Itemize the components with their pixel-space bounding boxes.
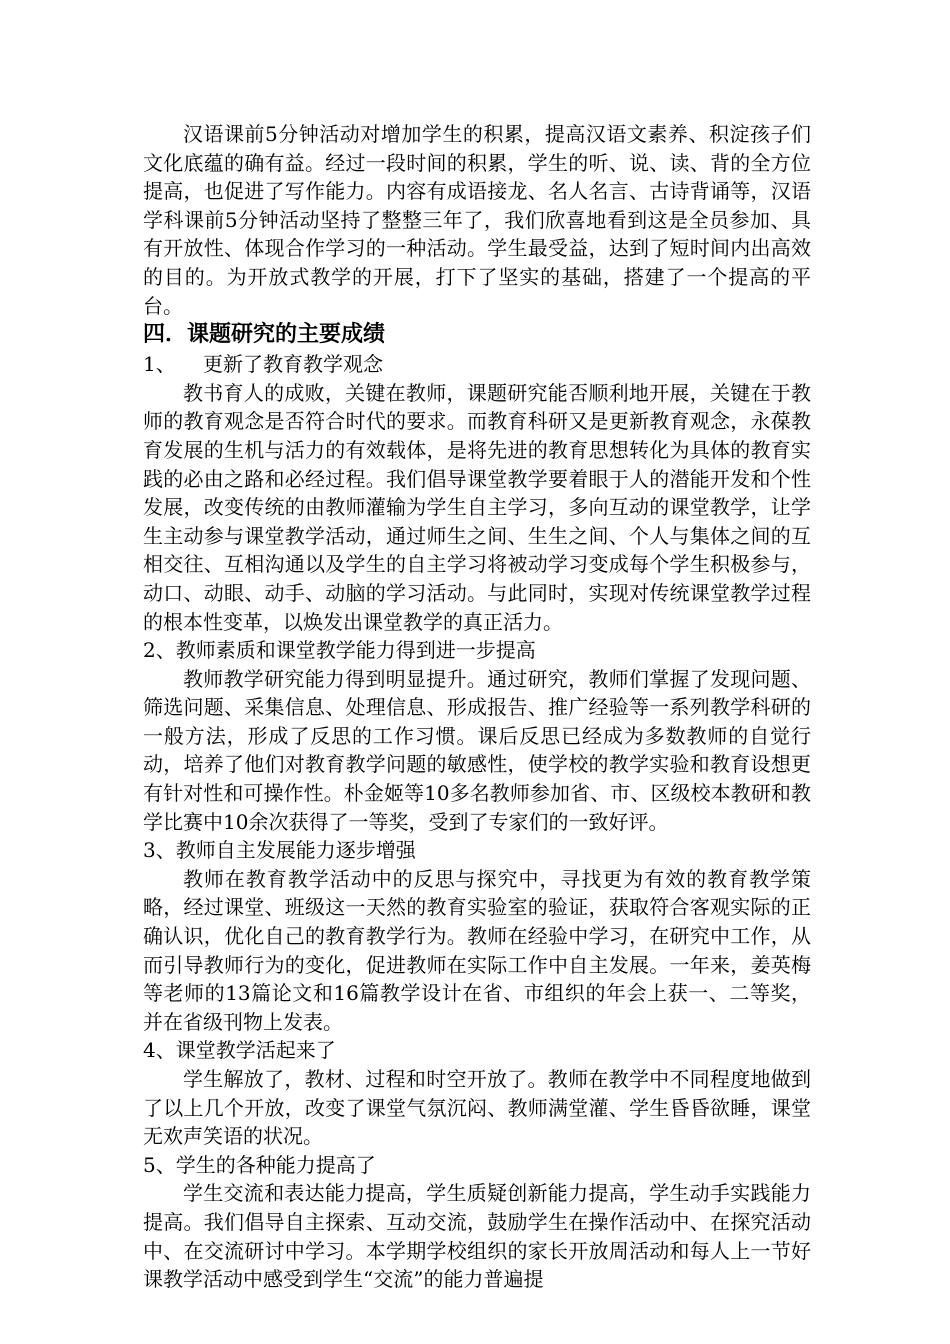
item-body: 教师教学研究能力得到明显提升。通过研究，教师们掌握了发现问题、筛选问题、采集信息、处理信息、形成报告、推广经验等一系列教学科研的一般方法，形成了反思的工作习惯。课后反思已经成为多数教师的自觉行动，培养了他们对教育教学问题的敏感性，使学校的教学实验和教育设想更有针对性和可操作性。朴金姬等10多名教师参加省、市、区级校本教研和教学比赛中10余次获得了一等奖，受到了专家们的一致好评。 bbox=[143, 666, 811, 834]
item-heading bbox=[143, 836, 811, 865]
section-title: 四．课题研究的主要成绩 bbox=[143, 322, 386, 348]
item-body: 学生解放了，教材、过程和时空开放了。教师在教学中不同程度地做到了以上几个开放，改变了课堂气氛沉闷、教师满堂灌、学生昏昏欲睡，课堂无欢声笑语的状况。 bbox=[143, 1067, 811, 1149]
item-number: 5、 bbox=[143, 1152, 176, 1177]
item-body: 学生交流和表达能力提高，学生质疑创新能力提高，学生动手实践能力提高。我们倡导自主探索、互动交流，鼓励学生在操作活动中、在探究活动中、在交流研讨中学习。本学期学校组织的家长开放周活动和每人上一节好课教学活动中感受到学生“交流”的能力普遍提 bbox=[143, 1181, 811, 1292]
item-body: 教师在教育教学活动中的反思与探究中，寻找更为有效的教育教学策略，经过课堂、班级这一天然的教育实验室的验证，获取符合客观实际的正确认识，优化自己的教育教学行为。教师在经验中学习，在研究中工作，从而引导教师行为的变化，促进教师在实际工作中自主发展。一年来，姜英梅等老师的13篇论文和16篇教学设计在省、市组织的年会上获一、二等奖，并在省级刊物上发表。 bbox=[143, 866, 811, 1034]
item-number: 2、 bbox=[143, 638, 176, 663]
document-page bbox=[143, 120, 811, 1294]
item-heading-text: 教师自主发展能力逐步增强 bbox=[175, 838, 416, 863]
item-heading bbox=[143, 636, 811, 665]
item-heading bbox=[143, 1151, 811, 1180]
item-heading bbox=[143, 1036, 811, 1065]
list-item bbox=[143, 1151, 811, 1294]
list-item bbox=[143, 350, 811, 636]
list-item bbox=[143, 836, 811, 1036]
item-number: 4、 bbox=[143, 1038, 176, 1063]
intro-paragraph: 汉语课前5分钟活动对增加学生的积累，提高汉语文素养、积淀孩子们文化底蕴的确有益。经过一段时间的积累，学生的听、说、读、背的全方位提高，也促进了写作能力。内容有成语接龙、名人名言、古诗背诵等，汉语学科课前5分钟活动坚持了整整三年了，我们欣喜地看到这是全员参加、具有开放性、体现合作学习的一种活动。学生最受益，达到了短时间内出高效的目的。为开放式教学的开展，打下了坚实的基础，搭建了一个提高的平台。 bbox=[143, 122, 811, 318]
list-item bbox=[143, 1036, 811, 1150]
item-heading-text: 教师素质和课堂教学能力得到进一步提高 bbox=[175, 638, 536, 663]
item-heading-text: 学生的各种能力提高了 bbox=[175, 1152, 376, 1177]
item-number: 3、 bbox=[143, 838, 176, 863]
item-heading-text: 课堂教学活起来了 bbox=[175, 1038, 336, 1063]
item-heading-text: 更新了教育教学观念 bbox=[203, 352, 383, 377]
item-heading bbox=[143, 350, 811, 379]
item-body: 教书育人的成败，关键在教师，课题研究能否顺利地开展，关键在于教师的教育观念是否符合时代的要求。而教育科研又是更新教育观念，永葆教育发展的生机与活力的有效载体，是将先进的教育思想转化为具体的教育实践的必由之路和必经过程。我们倡导课堂教学要着眼于人的潜能开发和个性发展，改变传统的由教师灌输为学生自主学习，多向互动的课堂教学，让学生主动参与课堂教学活动，通过师生之间、生生之间、个人与集体之间的互相交往、互相沟通以及学生的自主学习将被动学习变成每个学生积极参与，动口、动眼、动手、动脑的学习活动。与此同时，实现对传统课堂教学过程的根本性变革，以焕发出课堂教学的真正活力。 bbox=[143, 380, 811, 634]
item-number: 1、 bbox=[143, 352, 176, 377]
list-item bbox=[143, 636, 811, 836]
